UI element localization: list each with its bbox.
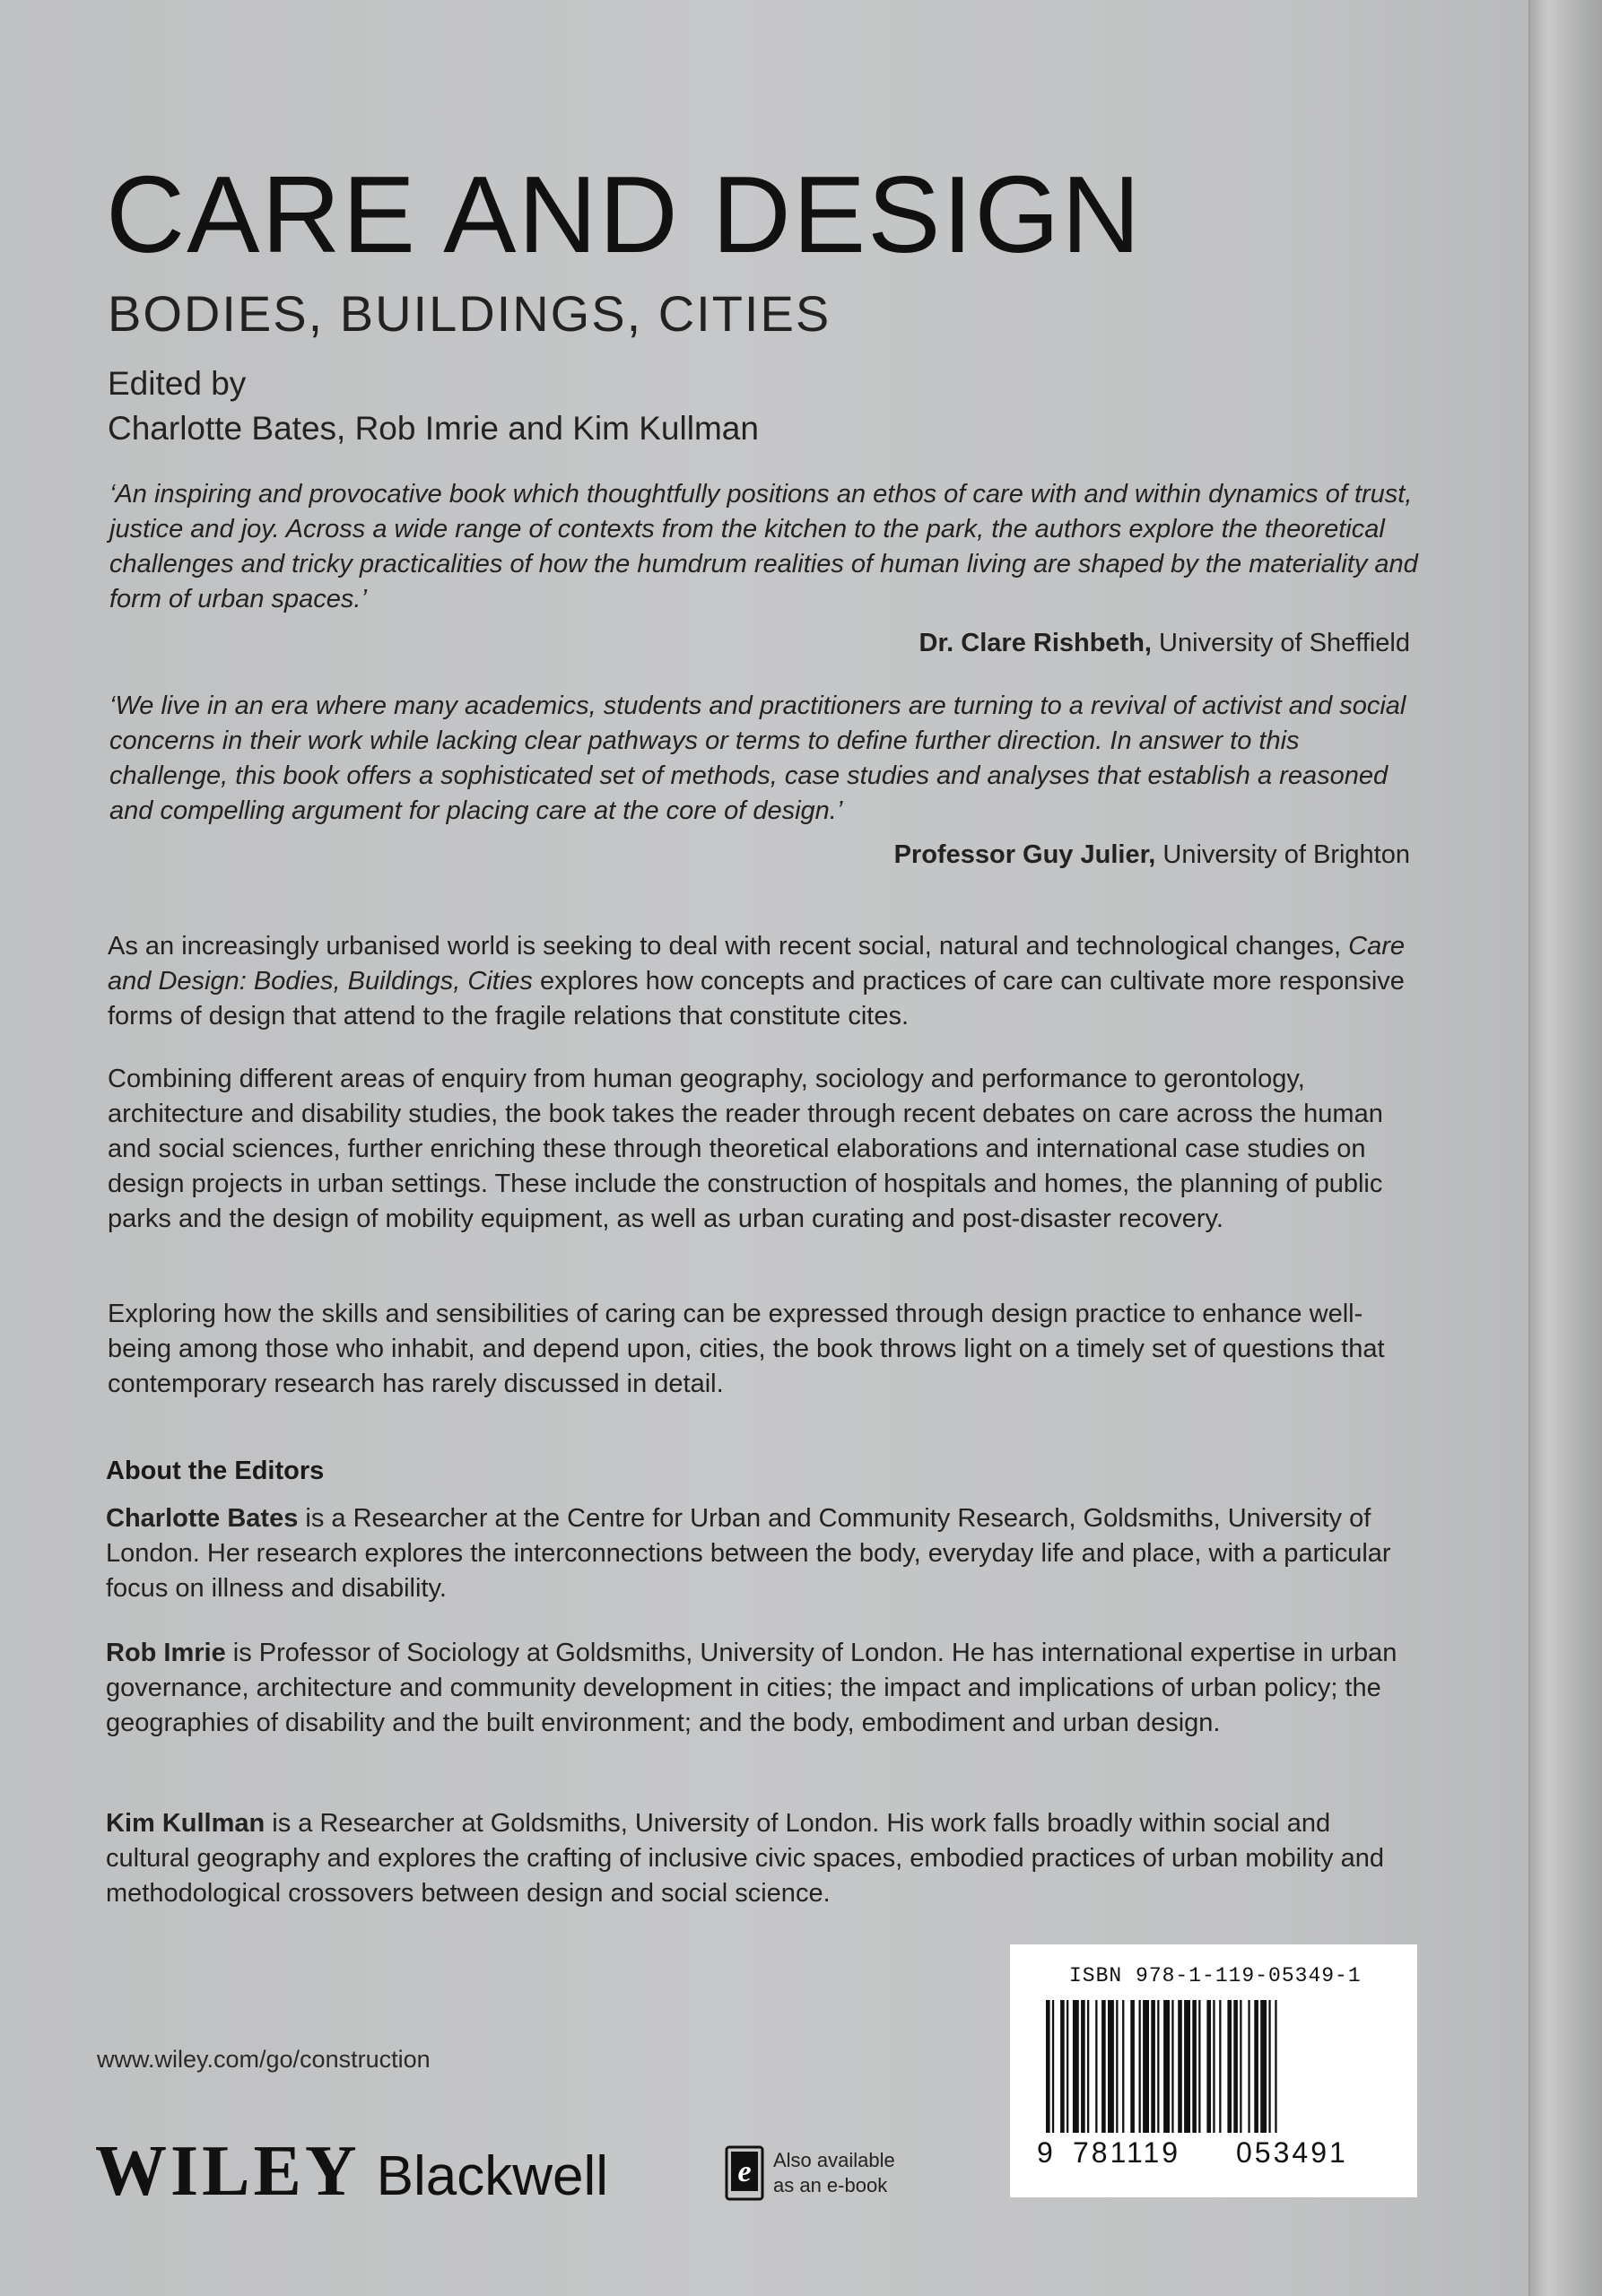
barcode-bar (1139, 2000, 1141, 2133)
endorsement-affiliation-1: University of Sheffield (1152, 629, 1410, 657)
barcode-bar (1248, 2000, 1249, 2133)
barcode-bar (1184, 2000, 1190, 2133)
barcode-bar (1240, 2000, 1241, 2133)
barcode-bar (1260, 2000, 1267, 2133)
ebook-icon (725, 2145, 764, 2201)
description-paragraph-3: Exploring how the skills and sensibilities of caring can be expressed through design practice to enhance well-being among those who inhabit, and depend upon, cities, the book throws light on a timely set of questions that contemporary research has rarely discussed in detail. (108, 1300, 1385, 1398)
editor-text-bates: is a Researcher at the Centre for Urban and Community Research, Goldsmiths, University of London. Her research explores the interconnections between the body, everyday life and place, with a particular focus on illness and disability. (106, 1504, 1391, 1603)
barcode-bar (1206, 2000, 1211, 2133)
isbn-barcode-box (1010, 1944, 1417, 2197)
barcode-bar (1227, 2000, 1232, 2133)
ebook-text: Also available as an e-book (773, 2149, 895, 2196)
barcode-bar (1268, 2000, 1270, 2133)
ebook-availability-badge (725, 2145, 917, 2201)
editors-names: Charlotte Bates, Rob Imrie and Kim Kullman (108, 410, 759, 447)
endorsement-quote-1: ‘An inspiring and provocative book which thoughtfully positions an ethos of care with and within dynamics of trust, justice and joy. Across a wide range of contexts from the kitchen to the park, the authors explore the theoretical challenges and tricky practicalities of how the humdrum realities of human living are shaped by the materiality and form of urban spaces.’ (109, 480, 1418, 613)
endorsement-author-1: Dr. Clare Rishbeth, (919, 629, 1152, 657)
edited-by-label: Edited by (108, 365, 247, 402)
endorsement-author-2: Professor Guy Julier, (893, 840, 1156, 869)
barcode-bar (1060, 2000, 1065, 2133)
barcode-bar (1081, 2000, 1085, 2133)
barcode-bar (1213, 2000, 1215, 2133)
book-subtitle: BODIES, BUILDINGS, CITIES (108, 285, 831, 342)
blackwell-wordmark: Blackwell (376, 2145, 609, 2207)
barcode-bar (1122, 2000, 1124, 2133)
book-title: CARE AND DESIGN (106, 153, 1143, 275)
barcode-digits-group-2: 053491 (1236, 2136, 1348, 2169)
barcode-bar (1130, 2000, 1135, 2133)
barcode-bar (1192, 2000, 1197, 2133)
description-paragraph-1 (108, 929, 1417, 1034)
description-p1-after: explores how concepts and practices of care can cultivate more responsive forms of design that attend to the fragile relations that constitute cites. (108, 967, 1405, 1031)
barcode-bar (1101, 2000, 1106, 2133)
barcode-bar (1254, 2000, 1258, 2133)
editor-bio-kullman (106, 1806, 1415, 1911)
cover-spine-edge (1528, 0, 1602, 2296)
barcode-bar (1046, 2000, 1050, 2133)
endorsement-attribution-1 (919, 626, 1410, 661)
description-p1-before: As an increasingly urbanised world is seeking to deal with recent social, natural and technological changes, (108, 932, 1349, 961)
description-p1-book-title: Care and Design: Bodies, Buildings, Cities (108, 932, 1405, 996)
editor-bio-bates (106, 1501, 1415, 1606)
barcode-bar (1116, 2000, 1118, 2133)
barcode-bar (1233, 2000, 1238, 2133)
isbn-label: ISBN 978-1-119-05349-1 (1069, 1964, 1362, 1987)
about-editors-heading: About the Editors (106, 1457, 325, 1485)
barcode-bar (1095, 2000, 1097, 2133)
barcode-bar (1178, 2000, 1182, 2133)
barcode-bar (1073, 2000, 1079, 2133)
barcode-bar (1157, 2000, 1159, 2133)
wiley-blackwell-logo (95, 2131, 608, 2213)
endorsement-affiliation-2: University of Brighton (1155, 840, 1410, 869)
wiley-wordmark: WILEY (95, 2132, 361, 2211)
editor-bio-imrie (106, 1636, 1415, 1741)
barcode-bar (1219, 2000, 1221, 2133)
barcode-digits-group-1: 781119 (1073, 2136, 1181, 2169)
barcode-bar (1198, 2000, 1200, 2133)
barcode-graphic (1046, 2000, 1390, 2133)
barcode-bar (1087, 2000, 1089, 2133)
barcode-digit-lead: 9 (1037, 2136, 1056, 2169)
barcode-bar (1143, 2000, 1149, 2133)
barcode-bar (1067, 2000, 1068, 2133)
barcode-bar (1108, 2000, 1114, 2133)
editor-name-bates: Charlotte Bates (106, 1504, 299, 1533)
endorsement-attribution-2 (894, 838, 1410, 873)
editor-name-kullman: Kim Kullman (106, 1809, 266, 1838)
description-paragraph-2: Combining different areas of enquiry from human geography, sociology and performance to gerontology, architecture and disability studies, the book takes the reader through recent debates on care across the human and social sciences, further enriching these through theoretical elaborations and international case studies on design projects in urban settings. These include the construction of hospitals and homes, the planning of public parks and the design of mobility equipment, as well as urban curating and post-disaster recovery. (108, 1065, 1383, 1233)
editor-name-imrie: Rob Imrie (106, 1639, 226, 1667)
svg-text:e: e (737, 2155, 752, 2188)
barcode-bar (1275, 2000, 1276, 2133)
editor-text-kullman: is a Researcher at Goldsmiths, University of London. His work falls broadly within social and cultural geography and explores the crafting of inclusive civic spaces, embodied practices of urban mobility and methodological crossovers between design and social science. (106, 1809, 1384, 1908)
publisher-website-link[interactable]: www.wiley.com/go/construction (97, 2046, 431, 2073)
barcode-bar (1052, 2000, 1054, 2133)
barcode-bar (1151, 2000, 1155, 2133)
barcode-digits (1037, 2136, 1405, 2172)
barcode-bar (1171, 2000, 1173, 2133)
barcode-bar (1163, 2000, 1170, 2133)
endorsement-quote-2: ‘We live in an era where many academics, students and practitioners are turning to a revival of activist and social concerns in their work while lacking clear pathways or terms to define further direction. In answer to this challenge, this book offers a sophisticated set of methods, case studies and analyses that establish a reasoned and compelling argument for placing care at the core of design.’ (109, 691, 1406, 825)
editor-text-imrie: is Professor of Sociology at Goldsmiths, University of London. He has international expertise in urban governance, architecture and community development in cities; the impact and implications of urban policy; the geographies of disability and the built environment; and the body, embodiment and urban design. (106, 1639, 1397, 1737)
